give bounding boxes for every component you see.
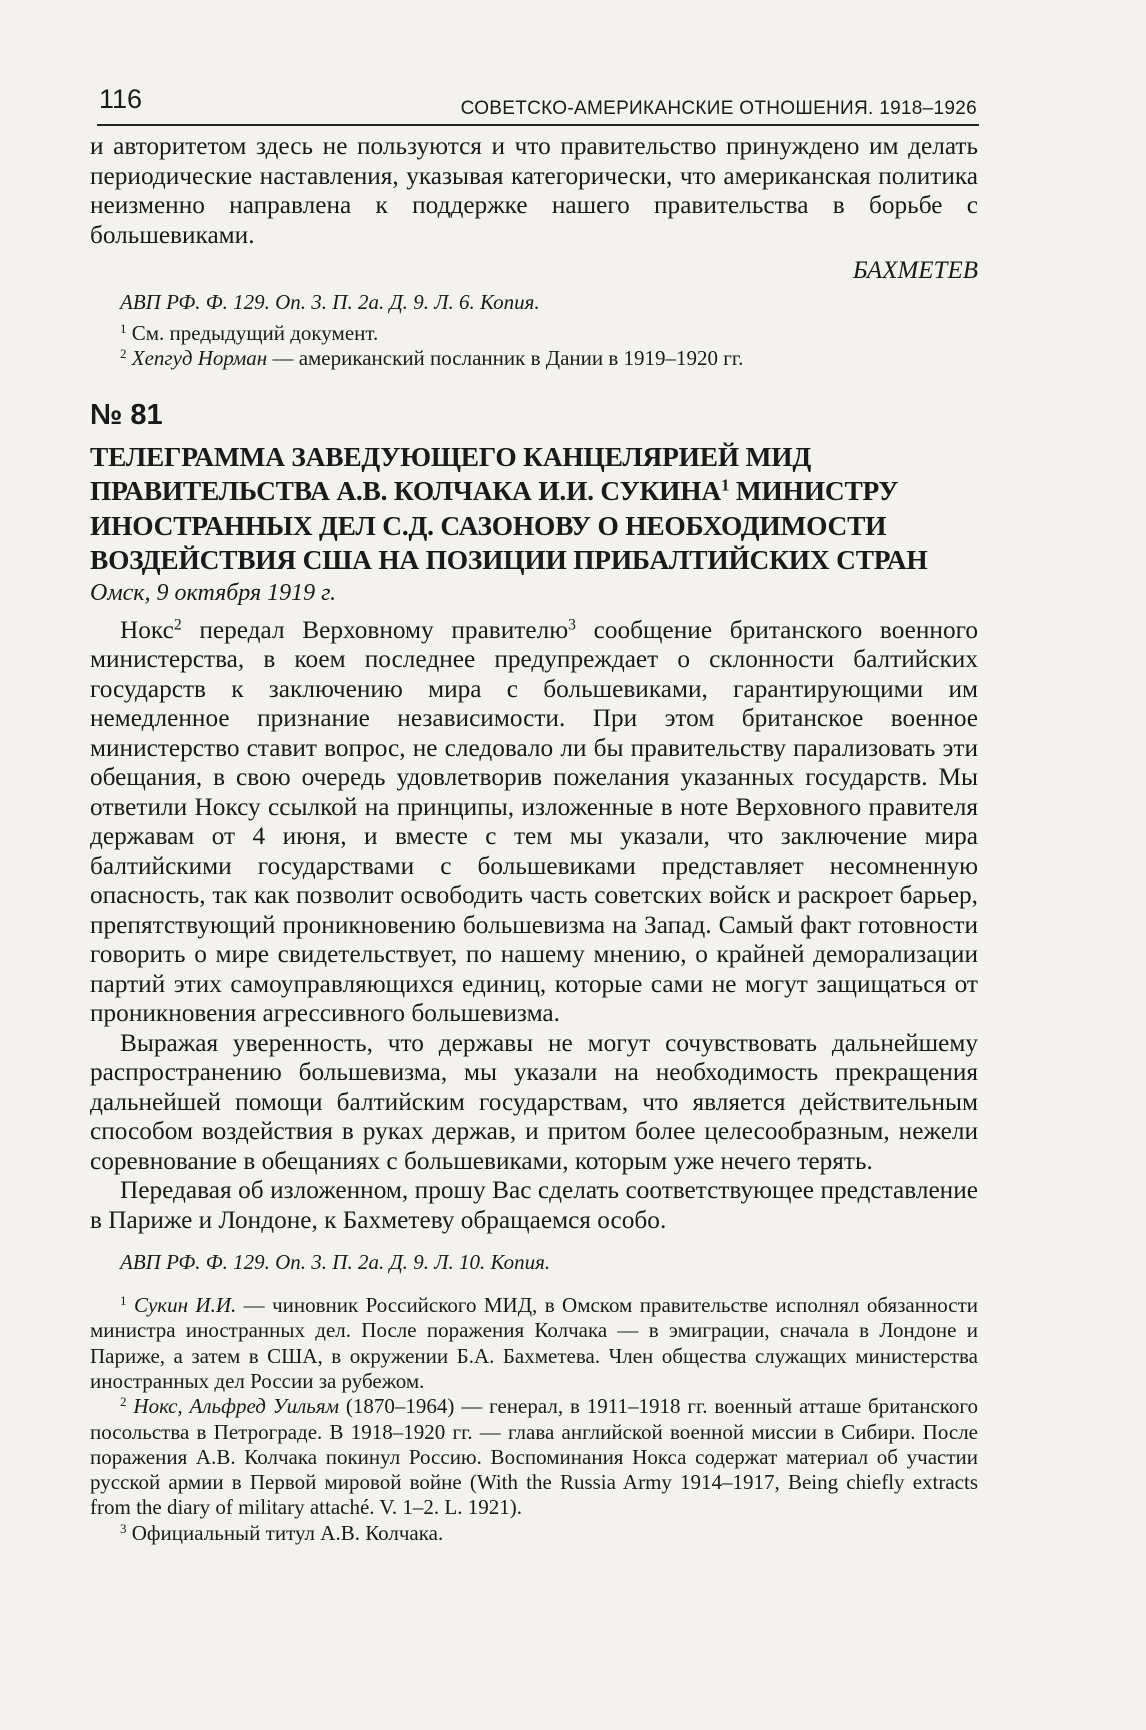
document-title: [90, 440, 978, 578]
footnote-text: См. предыдущий документ.: [131, 321, 379, 345]
document-number: № 81: [90, 398, 163, 431]
running-title: СОВЕТСКО-АМЕРИКАНСКИЕ ОТНОШЕНИЯ. 1918–1926: [460, 98, 977, 119]
footnote: [90, 1521, 978, 1546]
paragraph-text: сообщение британского военного министерства, в коем последнее предупреждает о склонности балтийских государств к заключению мира с большевиками, гарантирующими им немедленное признание независимости. При этом британское военное министерство ставит вопрос, не следовало ли бы правительству парализовать эти обещания, в свою очередь удовлетворив пожелания указанных государств. Мы ответили Ноксу ссылкой на принципы, изложенные в ноте Верховного правителя державам от 4 июня, и вместе с тем мы указали, что заключение мира балтийскими государствами с большевиками представляет несомненную опасность, так как позволит освободить часть советских войск и раскроет барьер, препятствующий проникновению большевизма на Запад. Самый факт готовности говорить о мире свидетельствует, по нашему мнению, о крайней деморализации партий этих самоуправляющихся единиц, которые сами не могут защищаться от проникновения агрессивного большевизма.: [90, 615, 978, 1028]
footnote-text: — американский посланник в Дании в 1919–1920 гг.: [267, 346, 744, 371]
paragraph: Передавая об изложенном, прошу Вас сделать соответствующее представление в Париже и Лондоне, к Бахметеву обращаемся особо.: [90, 1176, 978, 1234]
archive-reference: АВП РФ. Ф. 129. Оп. 3. П. 2а. Д. 9. Л. 6. Копия.: [120, 290, 540, 314]
footnote: [90, 346, 978, 371]
footnote-name: Нокс, Альфред Уильям: [133, 1394, 339, 1419]
footnote-name: Хепгуд Норман: [131, 346, 268, 371]
paragraph-text: Нокс: [120, 615, 174, 644]
previous-document-notes: [90, 321, 978, 372]
page-number: 116: [99, 84, 143, 114]
footnote-marker: 2: [120, 346, 127, 362]
signature: БАХМЕТЕВ: [852, 257, 978, 284]
footnote-marker: 3: [568, 615, 576, 633]
paragraph-text: передал Верховному правителю: [181, 615, 569, 644]
paragraph: [90, 616, 978, 1029]
place-date: Омск, 9 октября 1919 г.: [90, 579, 337, 606]
archive-reference: АВП РФ. Ф. 129. Оп. 3. П. 2а. Д. 9. Л. 10. Копия.: [120, 1250, 551, 1275]
page-content: [90, 132, 978, 1546]
footnote: [90, 1293, 978, 1394]
paragraph: Выражая уверенность, что державы не могут сочувствовать дальнейшему распространению большевизма, мы указали на необходимость прекращения дальнейшей помощи балтийским государствам, что является действительным способом воздействия в руках держав, и притом более целесообразным, нежели соревнование в обещаниях с большевиками, которым уже нечего терять.: [90, 1028, 978, 1175]
footnote-marker: 2: [120, 1394, 127, 1410]
previous-document-continuation: и авторитетом здесь не пользуются и что правительство принуждено им делать периодические наставления, указывая категорически, что американская политика неизменно направлена к поддержке нашего правительства в борьбе с большевиками.: [90, 132, 978, 249]
footnote: [90, 321, 978, 346]
page-header: [97, 84, 979, 126]
document-title-part: ТЕЛЕГРАММА ЗАВЕДУЮЩЕГО КАНЦЕЛЯРИЕЙ МИД ПРАВИТЕЛЬСТВА А.В. КОЛЧАКА И.И. СУКИНА: [90, 441, 811, 507]
footnote-name: Сукин И.И.: [133, 1293, 237, 1318]
footnote-marker: 1: [720, 475, 730, 495]
footnote-marker: 1: [120, 320, 127, 336]
footnote-marker: 3: [120, 1520, 127, 1536]
footnotes: [90, 1293, 978, 1546]
footnote-marker: 2: [173, 615, 182, 633]
footnote-text: — чиновник Российского МИД, в Омском правительстве исполнял обязанности министра иностранных дел. После поражения Колчака — в эмиграции, сначала в Лондоне и Париже, а затем в США, в окружении Б.А. Бахметева. Член общества служащих министерства иностранных дел России за рубежом.: [90, 1293, 978, 1393]
footnote-text: Официальный титул А.В. Колчака.: [131, 1520, 444, 1545]
footnote-marker: 1: [120, 1292, 127, 1308]
footnote-text: (1870–1964) — генерал, в 1911–1918 гг. военный атташе британского посольства в Петрограде. В 1918–1920 гг. — глава английской военной миссии в Сибири. После поражения А.В. Колчака покинул Россию. Воспоминания Нокса содержат материал об участии русской армии в Первой мировой войне (With the Russia Army 1914–1917, Being chiefly extracts from the diary of military attaché. V. 1–2. L. 1921).: [90, 1394, 978, 1520]
document-title-part: МИНИСТРУ ИНОСТРАННЫХ ДЕЛ С.Д. САЗОНОВУ О НЕОБХОДИМОСТИ ВОЗДЕЙСТВИЯ США НА ПОЗИЦИИ ПРИБАЛТИЙСКИХ СТРАН: [90, 476, 928, 576]
footnote: [90, 1394, 978, 1520]
